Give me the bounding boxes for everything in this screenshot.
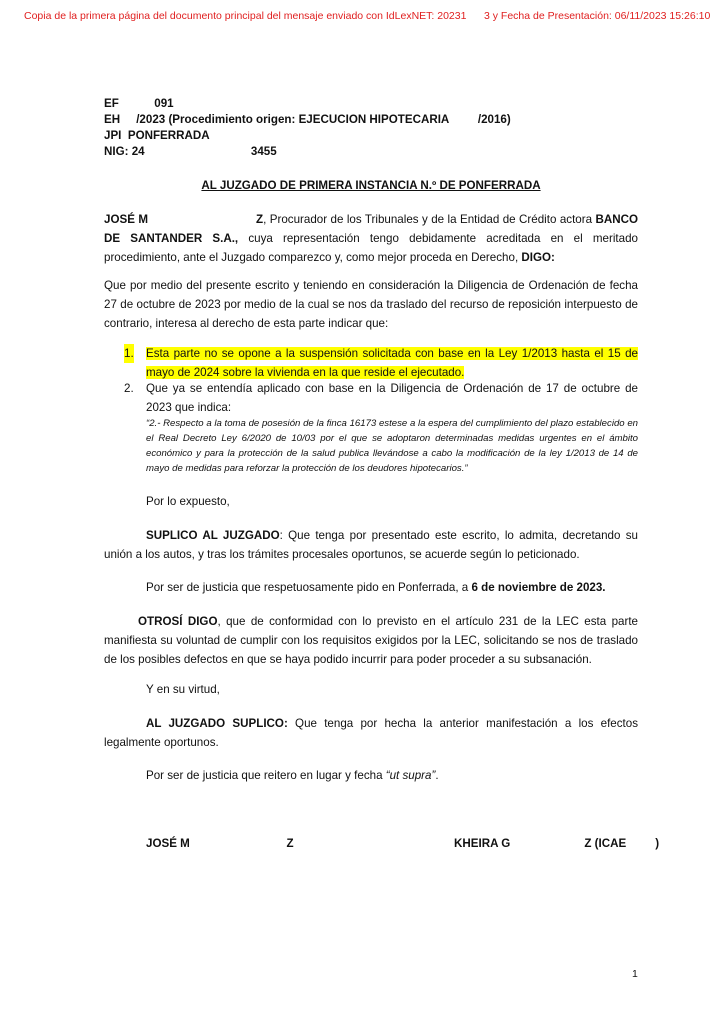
header-ef: EF 091: [104, 97, 174, 110]
signature-abogada: KHEIRA G Z (ICAE ): [454, 837, 660, 850]
digo-label: DIGO:: [521, 251, 555, 264]
suplico-2-paragraph: [104, 714, 638, 752]
header-eh: EH /2023 (Procedimiento origen: EJECUCION HIPOTECARIA /2016): [104, 113, 511, 126]
paragraph-1: Que por medio del presente escrito y teniendo en consideración la Diligencia de Ordenación de fecha 27 de octubre de 2023 por medio de la cual se nos da traslado del recurso de reposición interpuesto de contrario, interesa al derecho de esta parte indicar que:: [104, 279, 638, 330]
list-number-2: 2.: [124, 382, 134, 395]
justicia-2-paragraph: [146, 766, 638, 785]
signature-procurador: JOSÉ M Z: [146, 837, 294, 850]
list-text-2: Que ya se entendía aplicado con base en la Diligencia de Ordenación de 17 de octubre de 2023 que indica:: [146, 382, 638, 414]
justicia-text: Por ser de justicia que respetuosamente pido en Ponferrada, a: [146, 581, 472, 594]
court-title: AL JUZGADO DE PRIMERA INSTANCIA N.º DE PONFERRADA: [201, 179, 541, 192]
otrosi-text: , que de conformidad con lo previsto en el artículo 231 de la LEC esta parte manifiesta su voluntad de cumplir con los requisitos exigidos por la LEC, solicitando se nos de traslado de los posibles defectos en que se haya podido incurrir para poder proceder a su subsanación.: [104, 615, 639, 666]
por-lo-expuesto: Por lo expuesto,: [146, 495, 230, 508]
list-text-1: Esta parte no se opone a la suspensión solicitada con base en la Ley 1/2013 hasta el 15 de mayo de 2024 sobre la vivienda en la que reside el ejecutado.: [146, 347, 638, 379]
justicia-date: 6 de noviembre de 2023.: [471, 581, 606, 594]
suplico-2-label: AL JUZGADO SUPLICO:: [146, 717, 288, 730]
justicia-2-text: Por ser de justicia que reitero en lugar y fecha: [146, 769, 386, 782]
en-su-virtud: Y en su virtud,: [146, 683, 220, 696]
bank-name: BANCO DE SANTANDER S.A.,: [104, 213, 638, 245]
quoted-diligence: “2.- Respecto a la toma de posesión de la finca 16173 estese a la espera del cumplimiento del plazo establecido en el Real Decreto Ley 6/2020 de 10/03 por el que se adoptaron determinadas medidas urgentes en el ámbito económico y para la protección de la salud publica llevándose a cabo la modificación de la ley 1/2013 de 14 de mayo de medidas para reforzar la protección de los deudores hipotecarios.”: [146, 418, 638, 474]
justicia-paragraph: [146, 578, 638, 597]
justicia-2-end: .: [435, 769, 439, 782]
procurador-name: JOSÉ M: [104, 213, 149, 226]
list-number-1: 1.: [124, 344, 134, 363]
intro-text-1: , Procurador de los Tribunales y de la Entidad de Crédito actora: [263, 213, 596, 226]
procurador-name-end: Z: [256, 213, 264, 226]
intro-paragraph: [104, 210, 638, 267]
header-nig: NIG: 24 3455: [104, 145, 277, 158]
presentation-banner: [24, 10, 711, 26]
otrosi-label: OTROSÍ DIGO: [138, 615, 218, 628]
banner-text-right: 3 y Fecha de Presentación: 06/11/2023 15:26:10: [484, 10, 711, 22]
suplico-label: SUPLICO AL JUZGADO: [146, 529, 280, 542]
page-number: 1: [632, 968, 638, 980]
intro-text-2: cuya representación tengo debidamente acreditada en el meritado procedimiento, ante el Juzgado comparezco y, como mejor proceda en Derecho,: [104, 232, 638, 264]
ut-supra: “ut supra”: [385, 769, 436, 782]
header-jpi: JPI PONFERRADA: [104, 129, 210, 142]
suplico-text: : Que tenga por presentado este escrito, lo admita, decretando su unión a los autos, y tras los trámites procesales oportunos, se acuerde según lo peticionado.: [104, 529, 638, 561]
suplico-2-text: Que tenga por hecha la anterior manifestación a los efectos legalmente oportunos.: [104, 717, 639, 749]
otrosi-paragraph: [104, 612, 638, 669]
suplico-paragraph: [104, 526, 638, 564]
banner-text-left: Copia de la primera página del documento principal del mensaje enviado con IdLexNET: 20231: [24, 10, 467, 22]
